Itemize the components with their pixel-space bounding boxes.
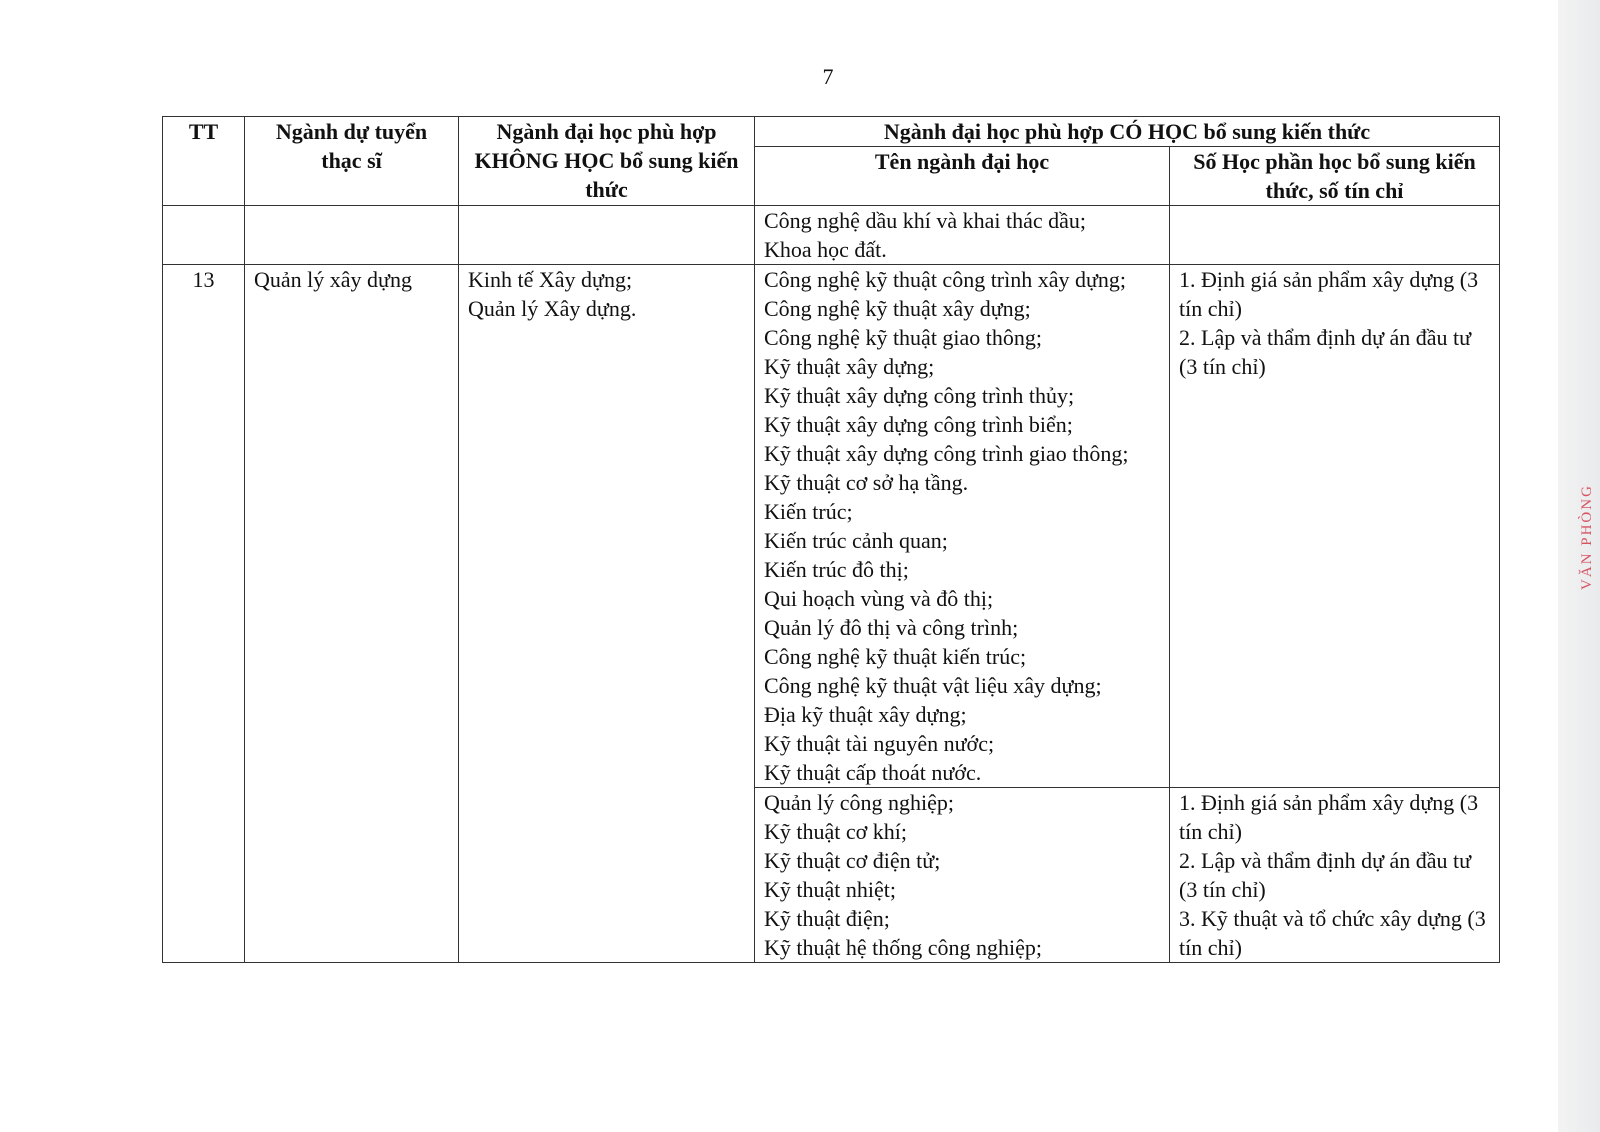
list-item: Quản lý công nghiệp; (764, 790, 955, 815)
cell-tt (163, 206, 245, 265)
list-item: 2. Lập và thẩm định dự án đầu tư (3 tín chỉ) (1179, 848, 1472, 902)
table-row-13 (163, 265, 1500, 788)
list-item: 1. Định giá sản phẩm xây dựng (3 tín chỉ) (1179, 267, 1479, 321)
page-number: 7 (822, 64, 834, 89)
list-item: 3. Kỹ thuật và tổ chức xây dựng (3 tín chỉ) (1179, 906, 1486, 960)
list-item: Công nghệ kỹ thuật vật liệu xây dựng; (764, 673, 1102, 698)
list-item: Kiến trúc; (764, 499, 853, 524)
list-item: Kỹ thuật cấp thoát nước. (764, 760, 982, 785)
header-co-hoc: Ngành đại học phù hợp CÓ HỌC bổ sung kiến thức (755, 117, 1500, 147)
table-row-continuation (163, 206, 1500, 265)
list-item: 1. Định giá sản phẩm xây dựng (3 tín chỉ) (1179, 790, 1479, 844)
list-item: Kỹ thuật cơ khí; (764, 819, 907, 844)
list-item: Kỹ thuật điện; (764, 906, 890, 931)
list-item: Công nghệ kỹ thuật xây dựng; (764, 296, 1031, 321)
red-stamp-mark: VĂN PHÒNG (1579, 484, 1595, 590)
list-item: Kỹ thuật xây dựng công trình thủy; (764, 383, 1075, 408)
list-item: Kiến trúc đô thị; (764, 557, 909, 582)
list-item: Khoa học đất. (764, 237, 887, 262)
cell-ten-nganh-group-1 (755, 265, 1170, 788)
cell-khong-hoc (459, 265, 755, 963)
list-item: Kỹ thuật cơ sở hạ tầng. (764, 470, 969, 495)
list-item: Công nghệ kỹ thuật giao thông; (764, 325, 1043, 350)
list-item: Kỹ thuật hệ thống công nghiệp; (764, 935, 1043, 960)
list-item: Kỹ thuật xây dựng công trình giao thông; (764, 441, 1129, 466)
list-item: Địa kỹ thuật xây dựng; (764, 702, 967, 727)
cell-so-hoc-phan (1170, 206, 1500, 265)
header-khong-hoc: Ngành đại học phù hợp KHÔNG HỌC bổ sung kiến thức (459, 117, 755, 206)
cell-ten-nganh-group-2 (755, 788, 1170, 963)
header-nganh-du-tuyen: Ngành dự tuyển thạc sĩ (245, 117, 459, 206)
table-header-row (163, 117, 1500, 147)
list-item: Qui hoạch vùng và đô thị; (764, 586, 994, 611)
list-item: Công nghệ kỹ thuật kiến trúc; (764, 644, 1027, 669)
list-item: Quản lý đô thị và công trình; (764, 615, 1019, 640)
list-item: Kỹ thuật nhiệt; (764, 877, 896, 902)
list-item: Công nghệ kỹ thuật công trình xây dựng; (764, 267, 1127, 292)
admission-majors-table (162, 116, 1500, 963)
cell-tt: 13 (163, 265, 245, 963)
list-item: Kỹ thuật xây dựng; (764, 354, 935, 379)
header-tt: TT (163, 117, 245, 206)
cell-nganh-du-tuyen (245, 206, 459, 265)
list-item: Kinh tế Xây dựng; (468, 267, 633, 292)
cell-so-hoc-phan-group-1 (1170, 265, 1500, 788)
list-item: Kiến trúc cảnh quan; (764, 528, 948, 553)
list-item: Công nghệ dầu khí và khai thác dầu; (764, 208, 1086, 233)
list-item: 2. Lập và thẩm định dự án đầu tư (3 tín chỉ) (1179, 325, 1472, 379)
cell-ten-nganh (755, 206, 1170, 265)
list-item: Kỹ thuật xây dựng công trình biển; (764, 412, 1073, 437)
header-ten-nganh: Tên ngành đại học (755, 147, 1170, 206)
header-so-hoc-phan: Số Học phần học bổ sung kiến thức, số tín chỉ (1170, 147, 1500, 206)
list-item: Kỹ thuật cơ điện tử; (764, 848, 941, 873)
cell-khong-hoc (459, 206, 755, 265)
cell-so-hoc-phan-group-2 (1170, 788, 1500, 963)
list-item: Quản lý Xây dựng. (468, 296, 637, 321)
cell-nganh-du-tuyen: Quản lý xây dựng (245, 265, 459, 963)
list-item: Kỹ thuật tài nguyên nước; (764, 731, 995, 756)
